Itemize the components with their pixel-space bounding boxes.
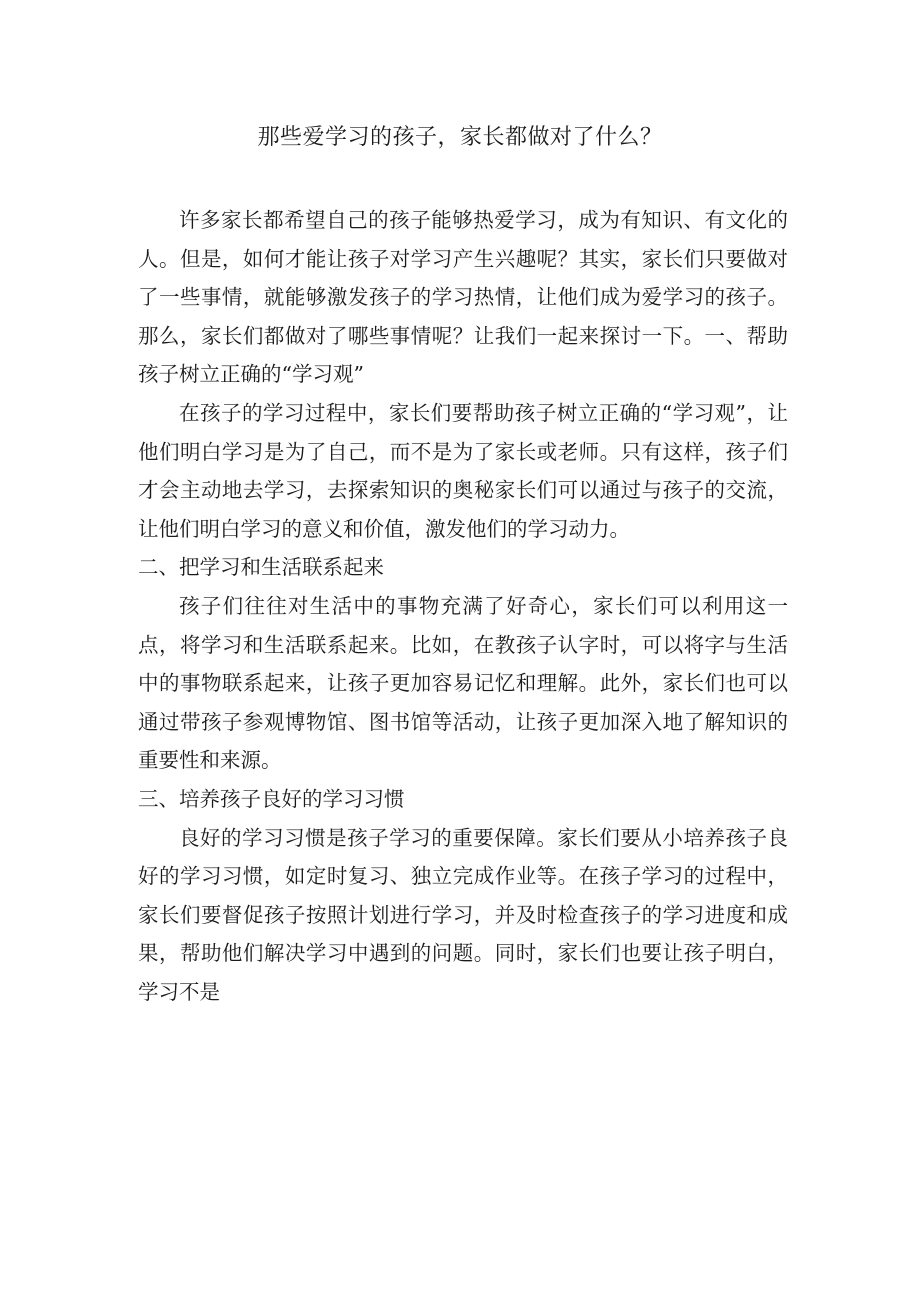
paragraph-learning-view: 在孩子的学习过程中，家长们要帮助孩子树立正确的“学习观”，让他们明白学习是为了自己，而不是为了家长或老师。只有这样，孩子们才会主动地去学习，去探索知识的奥秘家长们可以通过与孩子的交流，让他们明白学习的意义和价值，激发他们的学习动力。 <box>138 400 788 541</box>
section-heading-habits: 三、培养孩子良好的学习习惯 <box>138 786 405 811</box>
document-body <box>138 201 788 1011</box>
section-heading-life: 二、把学习和生活联系起来 <box>138 555 384 580</box>
paragraph-intro: 许多家长都希望自己的孩子能够热爱学习，成为有知识、有文化的人。但是，如何才能让孩子对学习产生兴趣呢？其实，家长们只要做对了一些事情，就能够激发孩子的学习热情，让他们成为爱学习的孩子。那么，家长们都做对了哪些事情呢？让我们一起来探讨一下。一、帮助孩子树立正确的“学习观” <box>138 208 788 387</box>
paragraph-habits: 良好的学习习惯是孩子学习的重要保障。家长们要从小培养孩子良好的学习习惯，如定时复习、独立完成作业等。在孩子学习的过程中，家长们要督促孩子按照计划进行学习，并及时检查孩子的学习进度和成果，帮助他们解决学习中遇到的问题。同时，家长们也要让孩子明白，学习不是 <box>138 825 788 1004</box>
paragraph-life: 孩子们往往对生活中的事物充满了好奇心，家长们可以利用这一点，将学习和生活联系起来。比如，在教孩子认字时，可以将字与生活中的事物联系起来，让孩子更加容易记忆和理解。此外，家长们也可以通过带孩子参观博物馆、图书馆等活动，让孩子更加深入地了解知识的重要性和来源。 <box>138 593 788 773</box>
page-title: 那些爱学习的孩子，家长都做对了什么？ <box>257 125 663 150</box>
